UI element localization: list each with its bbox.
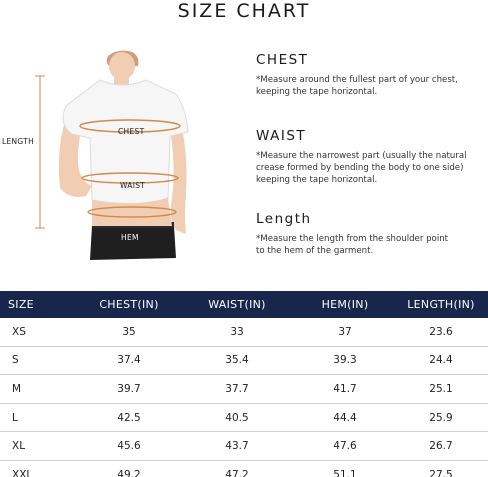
- cell-size: S: [12, 354, 19, 367]
- waist-heading: WAIST: [256, 128, 307, 144]
- waist-desc-3: keeping the tape horizontal.: [256, 175, 378, 185]
- header-length: LENGTH(IN): [407, 298, 475, 311]
- length-desc-1: *Measure the length from the shoulder point: [256, 234, 449, 244]
- length-info: [256, 211, 486, 257]
- cell-waist: 43.7: [225, 440, 249, 453]
- chest-info: [256, 52, 486, 98]
- length-label: LENGTH: [2, 137, 35, 146]
- table-row: [0, 318, 488, 347]
- model-figure: [0, 48, 230, 263]
- cell-size: XS: [12, 325, 26, 338]
- waist-desc-2: crease formed by bending the body to one side): [256, 163, 464, 173]
- cell-length: 25.1: [429, 382, 453, 395]
- cell-length: 26.7: [429, 440, 453, 453]
- table-header: [0, 291, 488, 318]
- cell-chest: 39.7: [117, 382, 141, 395]
- length-desc-2: to the hem of the garment.: [256, 246, 374, 256]
- cell-hem: 44.4: [333, 411, 357, 424]
- chest-label: CHEST: [118, 127, 145, 136]
- cell-hem: 51.1: [333, 468, 357, 477]
- table-row: [0, 432, 488, 461]
- cell-size: XL: [12, 440, 26, 453]
- cell-waist: 47.2: [225, 468, 249, 477]
- waist-label: WAIST: [120, 181, 146, 190]
- cell-waist: 35.4: [225, 354, 249, 367]
- cell-chest: 49.2: [117, 468, 141, 477]
- table-row: [0, 347, 488, 376]
- page-title: SIZE CHART: [177, 0, 311, 22]
- cell-length: 25.9: [429, 411, 453, 424]
- cell-chest: 45.6: [117, 440, 141, 453]
- cell-length: 23.6: [429, 325, 453, 338]
- cell-hem: 37: [338, 325, 352, 338]
- table-row: [0, 404, 488, 433]
- cell-size: M: [12, 382, 22, 395]
- hem-label: HEM: [121, 233, 139, 242]
- chest-desc-1: *Measure around the fullest part of your chest,: [256, 75, 458, 85]
- cell-waist: 40.5: [225, 411, 249, 424]
- chest-desc-2: keeping the tape horizontal.: [256, 87, 378, 97]
- cell-hem: 39.3: [333, 354, 357, 367]
- length-heading: Length: [256, 211, 312, 227]
- cell-size: XXL: [12, 468, 33, 477]
- cell-chest: 42.5: [117, 411, 141, 424]
- cell-waist: 37.7: [225, 382, 249, 395]
- cell-length: 27.5: [429, 468, 453, 477]
- cell-size: L: [12, 411, 18, 424]
- header-size: SIZE: [8, 298, 34, 311]
- cell-chest: 35: [122, 325, 136, 338]
- cell-hem: 47.6: [333, 440, 357, 453]
- header-hem: HEM(IN): [321, 298, 369, 311]
- chest-heading: CHEST: [256, 52, 309, 68]
- cell-length: 24.4: [429, 354, 453, 367]
- waist-desc-1: *Measure the narrowest part (usually the natural: [256, 151, 467, 161]
- size-table: [0, 291, 488, 477]
- cell-hem: 41.7: [333, 382, 357, 395]
- table-row: [0, 375, 488, 404]
- cell-chest: 37.4: [117, 354, 141, 367]
- table-row: [0, 461, 488, 477]
- waist-info: [256, 128, 486, 186]
- model-illustration: [0, 48, 230, 263]
- header-chest: CHEST(IN): [99, 298, 159, 311]
- cell-waist: 33: [230, 325, 244, 338]
- header-waist: WAIST(IN): [208, 298, 266, 311]
